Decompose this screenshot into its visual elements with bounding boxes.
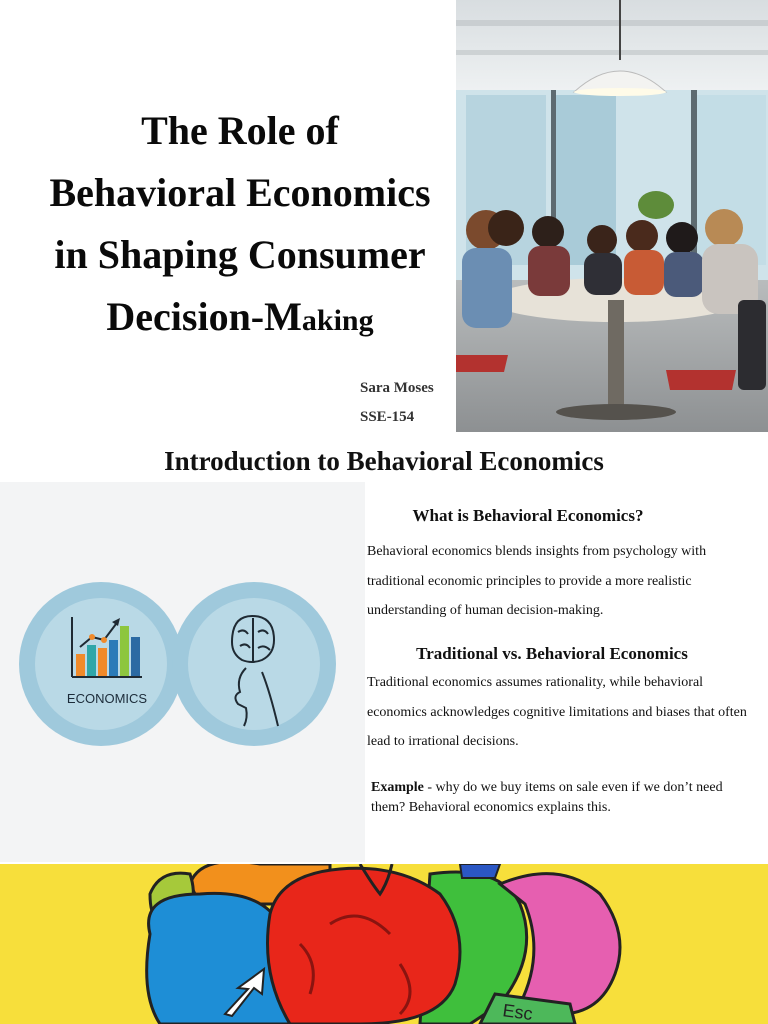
meeting-photo — [456, 0, 768, 432]
economics-illustration — [0, 482, 365, 862]
colorful-brain-slide — [0, 864, 768, 1024]
section2-body: Traditional economics assumes rationality, while behavioral economics acknowledges cognitive limitations and biases that often lead to irrational decisions. — [367, 675, 747, 749]
author-name: Sara Moses — [360, 380, 434, 396]
author-block — [360, 374, 434, 432]
slide-title — [20, 100, 460, 352]
section1-body: Behavioral economics blends insights from psychology with traditional economic principles to provide a more realistic understanding of human decision-making. — [367, 544, 707, 618]
title-line-2: Behavioral Economics — [49, 170, 431, 215]
title-line-1: The Role of — [141, 108, 339, 153]
sign-text: Esc — [501, 1000, 534, 1024]
colorful-brain-graphic — [0, 864, 768, 1024]
section2-heading: Traditional vs. Behavioral Economics — [416, 644, 688, 663]
example-text — [371, 778, 741, 818]
title-line-4: Decision-Making — [106, 294, 374, 339]
example-body: - why do we buy items on sale even if we don’t need them? Behavioral economics explains this. — [371, 780, 723, 815]
intro-title: Introduction to Behavioral Economics — [164, 446, 604, 476]
economics-label: ECONOMICS — [66, 691, 148, 706]
course-code: SSE-154 — [360, 409, 415, 425]
title-slide — [0, 0, 768, 432]
section1-heading: What is Behavioral Economics? — [412, 506, 644, 525]
title-line-3: in Shaping Consumer — [54, 232, 426, 277]
intro-slide — [0, 432, 768, 864]
example-label: Example — [371, 780, 424, 795]
